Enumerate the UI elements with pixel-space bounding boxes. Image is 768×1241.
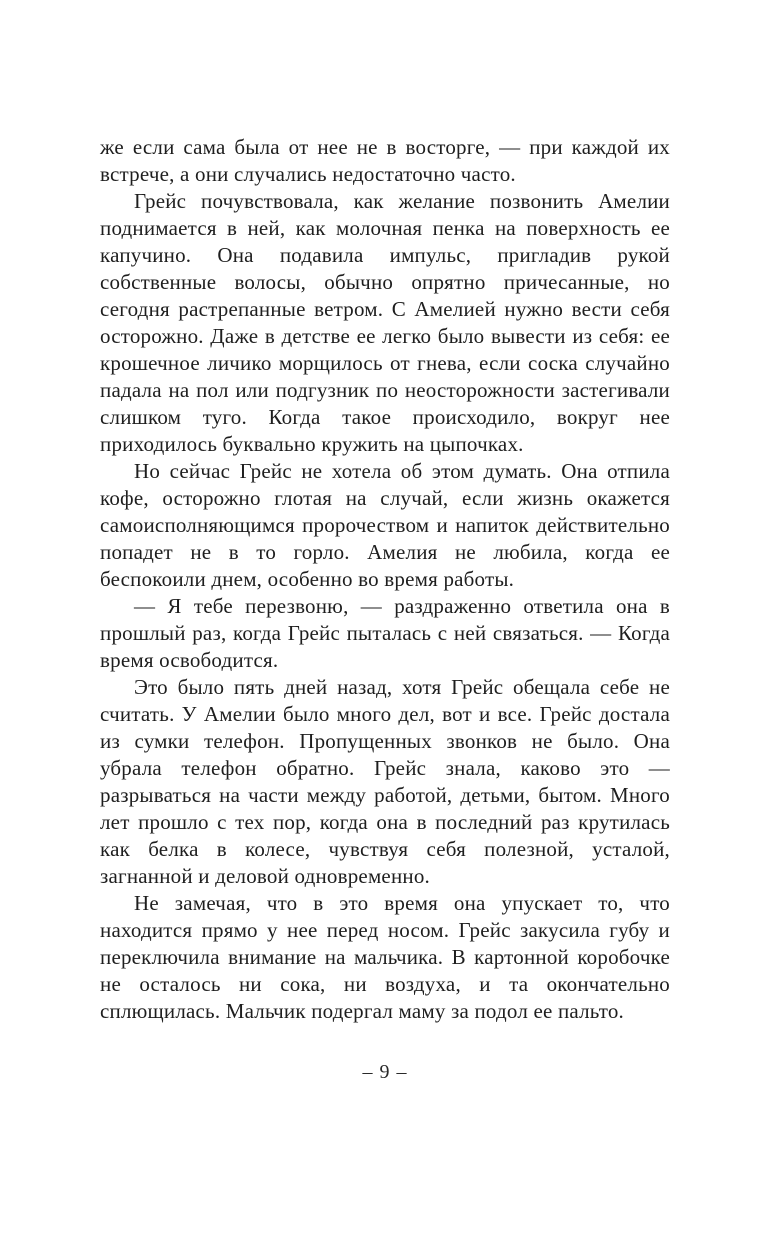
paragraph: Грейс почувствовала, как желание позвонить Амелии поднимается в ней, как молочная пенка на поверхность ее капучино. Она подавила импульс, пригладив рукой собственные волосы, обычно опрятно причесанные, но сегодня растрепанные ветром. С Амелией нужно вести себя осторожно. Даже в детстве ее легко было вывести из себя: ее крошечное личико морщилось от гнева, если соска случайно падала на пол или подгузник по неосторожности застегивали слишком туго. Когда такое происходило, вокруг нее приходилось буквально кружить на цыпочках. [100,189,670,456]
page-number: – 9 – [362,1061,408,1083]
paragraph: Это было пять дней назад, хотя Грейс обещала себе не считать. У Амелии было много дел, вот и все. Грейс достала из сумки телефон. Пропущенных звонков не было. Она убрала телефон обратно. Грейс знала, каково это — разрываться на части между работой, детьми, бытом. Много лет прошло с тех пор, когда она в последний раз крутилась как белка в колесе, чувствуя себя полезной, усталой, загнанной и деловой одновременно. [100,675,670,888]
paragraph: же если сама была от нее не в восторге, — при каждой их встрече, а они случались недостаточно часто. [100,135,670,186]
paragraph: Но сейчас Грейс не хотела об этом думать. Она отпила кофе, осторожно глотая на случай, если жизнь окажется самоисполняющимся пророчеством и напиток действительно попадет не в то горло. Амелия не любила, когда ее беспокоили днем, особенно во время работы. [100,459,670,591]
paragraph-dialogue: — Я тебе перезвоню, — раздраженно ответила она в прошлый раз, когда Грейс пыталась с ней связаться. — Когда время освободится. [100,594,670,672]
body-text [100,134,670,1025]
paragraph: Не замечая, что в это время она упускает то, что находится прямо у нее перед носом. Грейс закусила губу и переключила внимание на мальчика. В картонной коробочке не осталось ни сока, ни воздуха, и та окончательно сплющилась. Мальчик подергал маму за подол ее пальто. [100,891,670,1023]
